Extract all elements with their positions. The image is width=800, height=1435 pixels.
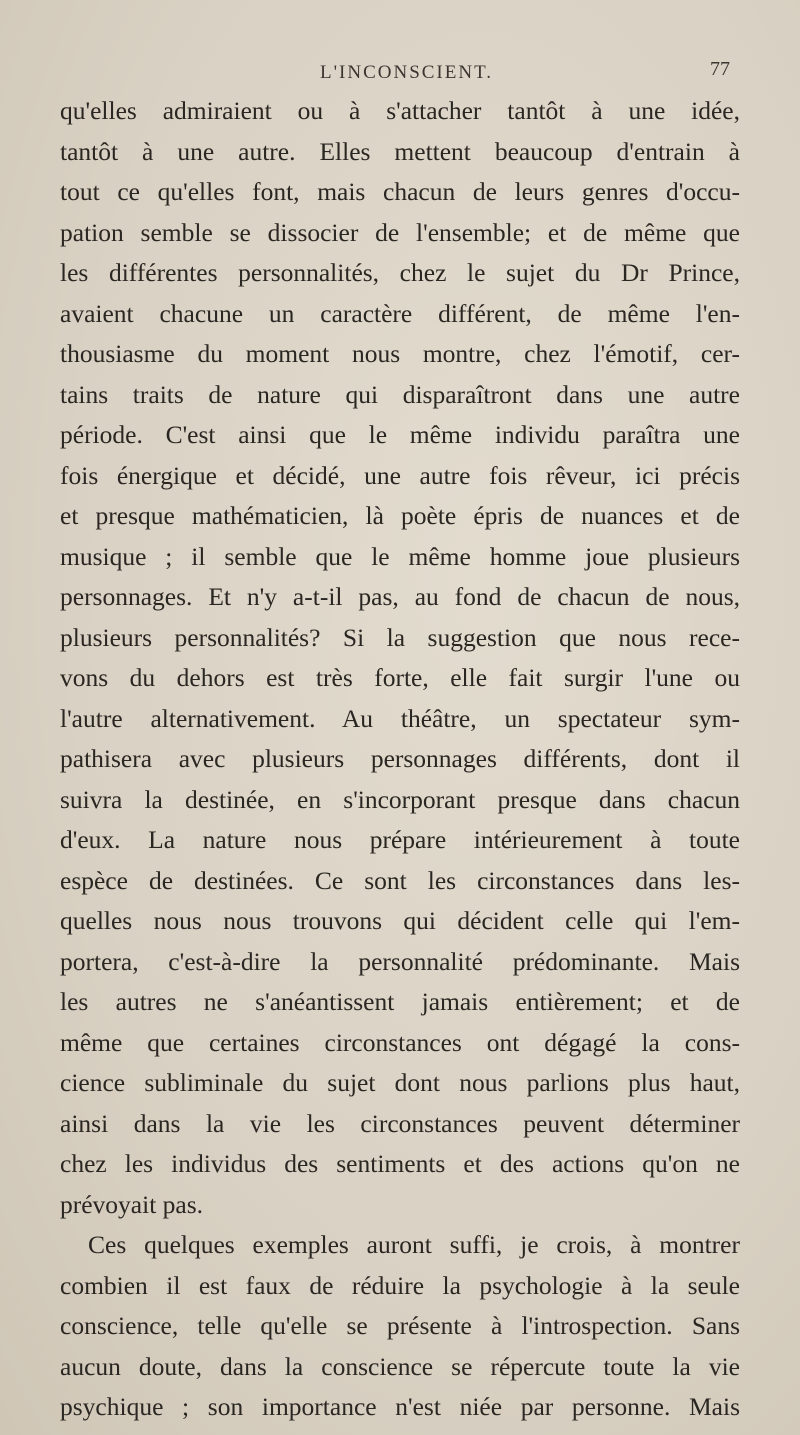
text-line: musique ; il semble que le même homme joue plusieurs [60, 541, 740, 571]
text-line: thousiasme du moment nous montre, chez l'émotif, cer- [60, 339, 740, 368]
page-number: 77 [710, 58, 730, 80]
text-line: pathisera avec plusieurs personnages différents, dont il [60, 744, 740, 773]
text-line: pation semble se dissocier de l'ensemble; et de même que [60, 217, 740, 247]
text-line: tout ce qu'elles font, mais chacun de leurs genres d'occu- [60, 177, 740, 206]
text-line: chez les individus des sentiments et des actions qu'on ne [60, 1149, 740, 1178]
text-line: même que certaines circonstances ont dégagé la cons- [60, 1027, 740, 1057]
text-line: et presque mathématicien, là poète épris de nuances et de [60, 501, 740, 530]
text-line: Ces quelques exemples auront suffi, je crois, à montrer [88, 1230, 740, 1259]
text-line: tains traits de nature qui disparaîtront dans une autre [60, 379, 740, 409]
text-line: les autres ne s'anéantissent jamais entièrement; et de [60, 987, 740, 1016]
text-line: espèce de destinées. Ce sont les circonstances dans les- [60, 865, 740, 895]
text-line: qu'elles admiraient ou à s'attacher tantôt à une idée, [60, 96, 740, 125]
page-header [60, 58, 730, 92]
text-line: tantôt à une autre. Elles mettent beaucoup d'entrain à [60, 136, 740, 166]
text-line: d'eux. La nature nous prépare intérieurement à toute [60, 825, 740, 854]
text-line: combien il est faux de réduire la psychologie à la seule [60, 1270, 740, 1300]
text-line: avaient chacune un caractère différent, de même l'en- [60, 298, 740, 328]
text-line: période. C'est ainsi que le même individu paraîtra une [60, 420, 740, 449]
text-line: cience subliminale du sujet dont nous parlions plus haut, [60, 1068, 740, 1097]
text-line: suivra la destinée, en s'incorporant presque dans chacun [60, 784, 740, 814]
text-line: aucun doute, dans la conscience se répercute toute la vie [60, 1351, 740, 1381]
text-line: portera, c'est-à-dire la personnalité prédominante. Mais [60, 946, 740, 976]
running-title: L'INCONSCIENT. [320, 62, 494, 83]
text-line: quelles nous nous trouvons qui décident celle qui l'em- [60, 906, 740, 935]
text-line: fois énergique et décidé, une autre fois rêveur, ici précis [60, 460, 740, 490]
text-line: l'autre alternativement. Au théâtre, un spectateur sym- [60, 703, 740, 733]
text-line: vons du dehors est très forte, elle fait surgir l'une ou [60, 663, 740, 692]
text-line: prévoyait pas. [60, 1189, 204, 1219]
text-line: plusieurs personnalités? Si la suggestion que nous rece- [60, 622, 740, 652]
text-line: ainsi dans la vie les circonstances peuvent déterminer [60, 1108, 740, 1138]
text-line: personnages. Et n'y a-t-il pas, au fond de chacun de nous, [60, 582, 740, 611]
text-line: psychique ; son importance n'est niée par personne. Mais [60, 1392, 740, 1421]
body-text [60, 91, 740, 1428]
text-line: conscience, telle qu'elle se présente à l'introspection. Sans [60, 1311, 740, 1340]
text-line: les différentes personnalités, chez le sujet du Dr Prince, [60, 258, 740, 287]
